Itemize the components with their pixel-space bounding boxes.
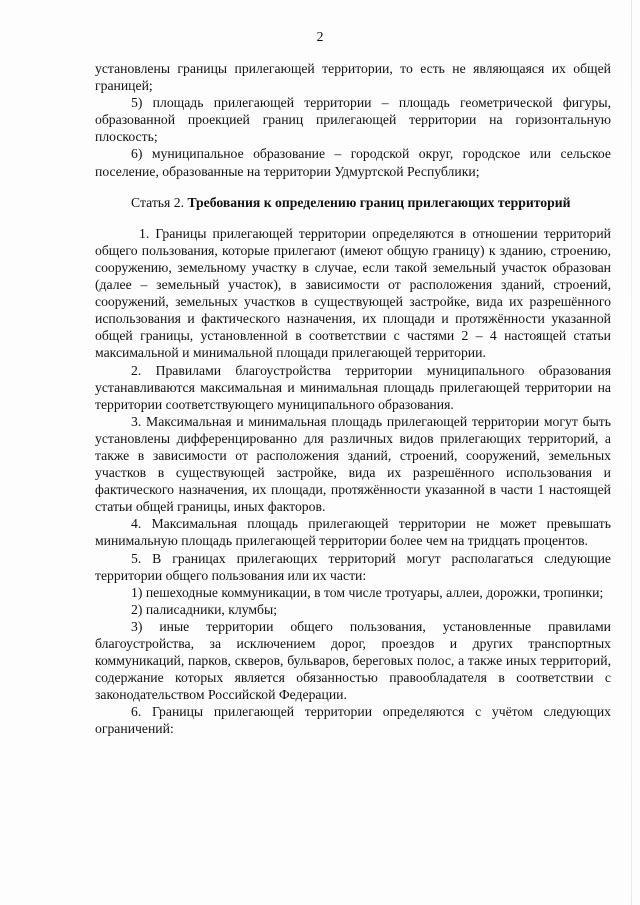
list-item-1: 1) пешеходные коммуникации, в том числе тротуары, аллеи, дорожки, тропинки; (131, 584, 604, 600)
definition-item-5: 5) площадь прилегающей территории – площадь геометрической фигуры, образованной проекцией границ прилегающей территории на горизонтальную плоскость; (95, 95, 611, 145)
scan-edge-shadow (631, 0, 632, 905)
article-part-5: 5. В границах прилегающих территорий могут располагаться следующие территории общего пользования или их части: (95, 550, 611, 583)
article-part-3: 3. Максимальная и минимальная площадь прилегающей территории могут быть установлены дифференцированно для различных видов прилегающих территорий, а также в зависимости от расположения зданий, строений, сооружений, земельных участков в существующей застройке, вида их разрешённого использования и фактического назначения, их площади, протяжённости указанной в части 1 настоящей статьи общей границы, иных факторов. (95, 413, 611, 515)
page-number: 2 (316, 29, 324, 44)
definition-item-6: 6) муниципальное образование – городской округ, городское или сельское поселение, образованные на территории Удмуртской Республики; (95, 146, 611, 179)
article-heading (95, 194, 611, 211)
article-part-1: 1. Границы прилегающей территории определяются в отношении территорий общего пользования, которые прилегают (имеют общую границу) к зданию, строению, сооружению, земельному участку в случае, если такой земельный участок образован (далее – земельный участок), в зависимости от расположения зданий, строений, сооружений, земельных участков в существующей застройке, вида их разрешённого использования и фактического назначения, их площади и протяжённости указанной общей границы, установленной в соответствии с частями 2 – 4 настоящей статьи максимальной и минимальной площади прилегающей территории. (95, 225, 611, 361)
article-part-6: 6. Границы прилегающей территории определяются с учётом следующих ограничений: (95, 704, 611, 737)
document-body (95, 60, 611, 738)
article-title: Требования к определению границ прилегающих территорий (187, 194, 571, 210)
paragraph-continuation: установлены границы прилегающей территории, то есть не являющаяся их общей границей; (95, 61, 611, 94)
article-prefix: Статья 2. (131, 194, 185, 210)
list-item-2: 2) палисадники, клумбы; (131, 601, 278, 617)
article-part-2: 2. Правилами благоустройства территории муниципального образования устанавливаются максимальная и минимальная площадь прилегающей территории на территории соответствующего муниципального образования. (95, 362, 611, 412)
article-part-4: 4. Максимальная площадь прилегающей территории не может превышать минимальную площадь прилегающей территории более чем на тридцать процентов. (95, 516, 611, 549)
list-item-3: 3) иные территории общего пользования, установленные правилами благоустройства, за исключением дорог, проездов и других транспортных коммуникаций, парков, скверов, бульваров, береговых полос, а также иных территорий, содержание которых является обязанностью правообладателя в соответствии с законодательством Российской Федерации. (95, 618, 611, 703)
